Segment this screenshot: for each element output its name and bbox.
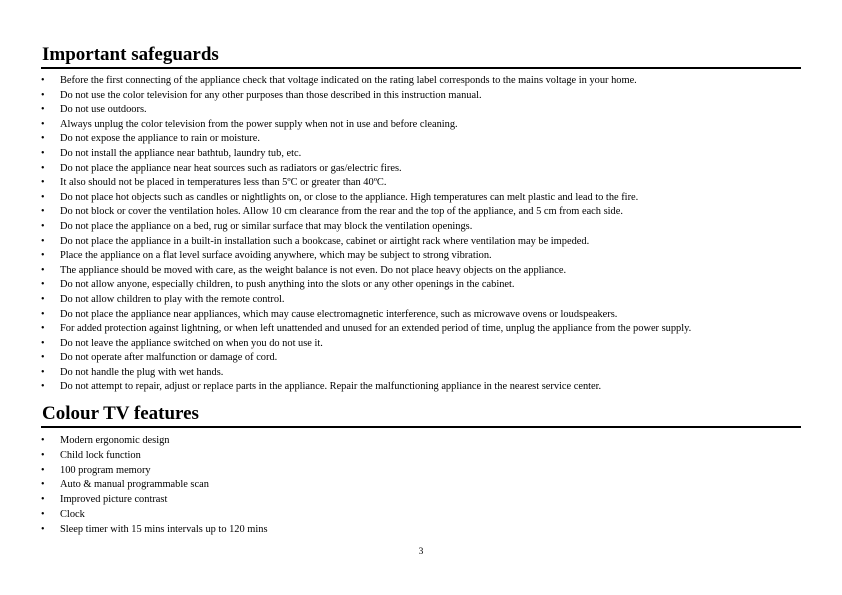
list-item — [41, 434, 801, 449]
bullet-icon: • — [41, 508, 45, 520]
bullet-icon: • — [41, 250, 45, 262]
bullet-icon: • — [41, 264, 45, 276]
bullet-icon: • — [41, 191, 45, 203]
bullet-icon: • — [41, 104, 45, 116]
list-item — [41, 147, 801, 162]
list-item-text: Do not use outdoors. — [60, 104, 147, 116]
list-item-text: Do not allow children to play with the remote control. — [60, 293, 285, 305]
bullet-icon: • — [41, 381, 45, 393]
list-item-text: Do not place the appliance near appliances, which may cause electromagnetic interference, such as microwave ovens or loudspeakers. — [60, 308, 618, 320]
page-number: 3 — [418, 547, 424, 557]
list-item — [41, 351, 801, 366]
bullet-icon: • — [41, 133, 45, 145]
list-item-text: Improved picture contrast — [60, 494, 168, 506]
list-item — [41, 308, 801, 323]
bullet-icon: • — [41, 523, 45, 535]
bullet-icon: • — [41, 89, 45, 101]
bullet-icon: • — [41, 366, 45, 378]
bullet-icon: • — [41, 162, 45, 174]
list-item — [41, 235, 801, 250]
list-item-text: Modern ergonomic design — [60, 435, 170, 446]
list-item-text: The appliance should be moved with care, as the weight balance is not even. Do not place heavy objects on the appliance. — [60, 264, 567, 276]
bullet-icon: • — [41, 308, 45, 320]
bullet-icon: • — [41, 449, 45, 461]
list-item-text: Do not leave the appliance switched on when you do not use it. — [60, 337, 323, 349]
bullet-icon: • — [41, 323, 45, 335]
bullet-icon: • — [41, 147, 45, 159]
list-item-text: Do not place the appliance near heat sources such as radiators or gas/electric fires. — [60, 162, 402, 174]
bullet-icon: • — [41, 464, 45, 476]
list-item — [41, 293, 801, 308]
safeguards-heading: Important safeguards — [41, 44, 801, 69]
list-item-text: Always unplug the color television from the power supply when not in use and before cleaning. — [60, 118, 458, 130]
list-item-text: Auto & manual programmable scan — [60, 479, 209, 491]
list-item-text: Do not allow anyone, especially children, to push anything into the slots or any other openings in the cabinet. — [60, 279, 515, 291]
list-item-text: Do not place the appliance on a bed, rug or similar surface that may block the ventilation openings. — [60, 220, 473, 232]
list-item — [41, 162, 801, 177]
list-item — [41, 278, 801, 293]
bullet-icon: • — [41, 177, 45, 189]
list-item-text: Place the appliance on a flat level surface avoiding anywhere, which may be subject to strong vibration. — [60, 250, 492, 262]
list-item-text: Do not operate after malfunction or damage of cord. — [60, 352, 278, 364]
list-item — [41, 366, 801, 381]
bullet-icon: • — [41, 118, 45, 130]
list-item — [41, 176, 801, 191]
bullet-icon: • — [41, 494, 45, 506]
list-item — [41, 132, 801, 147]
features-list — [41, 434, 801, 538]
list-item-text: Before the first connecting of the appliance check that voltage indicated on the rating label corresponds to the mains voltage in your home. — [60, 75, 637, 86]
list-item — [41, 264, 801, 279]
list-item-text: Do not place hot objects such as candles or nightlights on, or close to the appliance. High temperatures can melt plastic and lead to the fire. — [60, 191, 639, 203]
safeguards-list — [41, 74, 801, 395]
list-item — [41, 205, 801, 220]
list-item-text: For added protection against lightning, or when left unattended and unused for an extended period of time, unplug the appliance from the power supply. — [60, 323, 692, 335]
bullet-icon: • — [41, 435, 45, 446]
list-item-text: Do not attempt to repair, adjust or replace parts in the appliance. Repair the malfunctioning appliance in the nearest service center. — [60, 381, 602, 393]
safeguards-section — [41, 44, 801, 395]
list-item-text: Do not handle the plug with wet hands. — [60, 366, 224, 378]
bullet-icon: • — [41, 75, 45, 86]
list-item-text: Child lock function — [60, 449, 141, 461]
list-item — [41, 74, 801, 89]
list-item-text: Do not block or cover the ventilation holes. Allow 10 cm clearance from the rear and the top of the appliance, and 5 cm from each side. — [60, 206, 623, 218]
bullet-icon: • — [41, 479, 45, 491]
list-item — [41, 337, 801, 352]
list-item — [41, 464, 801, 479]
list-item-text: Clock — [60, 508, 85, 520]
list-item-text: 100 program memory — [60, 464, 151, 476]
list-item-text: Do not expose the appliance to rain or moisture. — [60, 133, 260, 145]
list-item — [41, 322, 801, 337]
features-heading: Colour TV features — [41, 403, 801, 428]
list-item-text: Do not install the appliance near bathtub, laundry tub, etc. — [60, 147, 302, 159]
list-item — [41, 89, 801, 104]
list-item — [41, 220, 801, 235]
list-item — [41, 191, 801, 206]
list-item — [41, 523, 801, 538]
list-item — [41, 449, 801, 464]
bullet-icon: • — [41, 235, 45, 247]
bullet-icon: • — [41, 337, 45, 349]
list-item-text: Sleep timer with 15 mins intervals up to 120 mins — [60, 523, 268, 535]
bullet-icon: • — [41, 352, 45, 364]
list-item — [41, 508, 801, 523]
list-item-text: It also should not be placed in temperatures less than 5ºC or greater than 40ºC. — [60, 177, 387, 189]
bullet-icon: • — [41, 206, 45, 218]
list-item-text: Do not use the color television for any other purposes than those described in this instruction manual. — [60, 89, 482, 101]
bullet-icon: • — [41, 293, 45, 305]
list-item — [41, 118, 801, 133]
list-item — [41, 249, 801, 264]
list-item-text: Do not place the appliance in a built-in installation such a bookcase, cabinet or airtight rack where ventilation may be impeded. — [60, 235, 590, 247]
features-section — [41, 403, 801, 538]
bullet-icon: • — [41, 220, 45, 232]
list-item — [41, 103, 801, 118]
list-item — [41, 380, 801, 395]
bullet-icon: • — [41, 279, 45, 291]
list-item — [41, 493, 801, 508]
list-item — [41, 478, 801, 493]
